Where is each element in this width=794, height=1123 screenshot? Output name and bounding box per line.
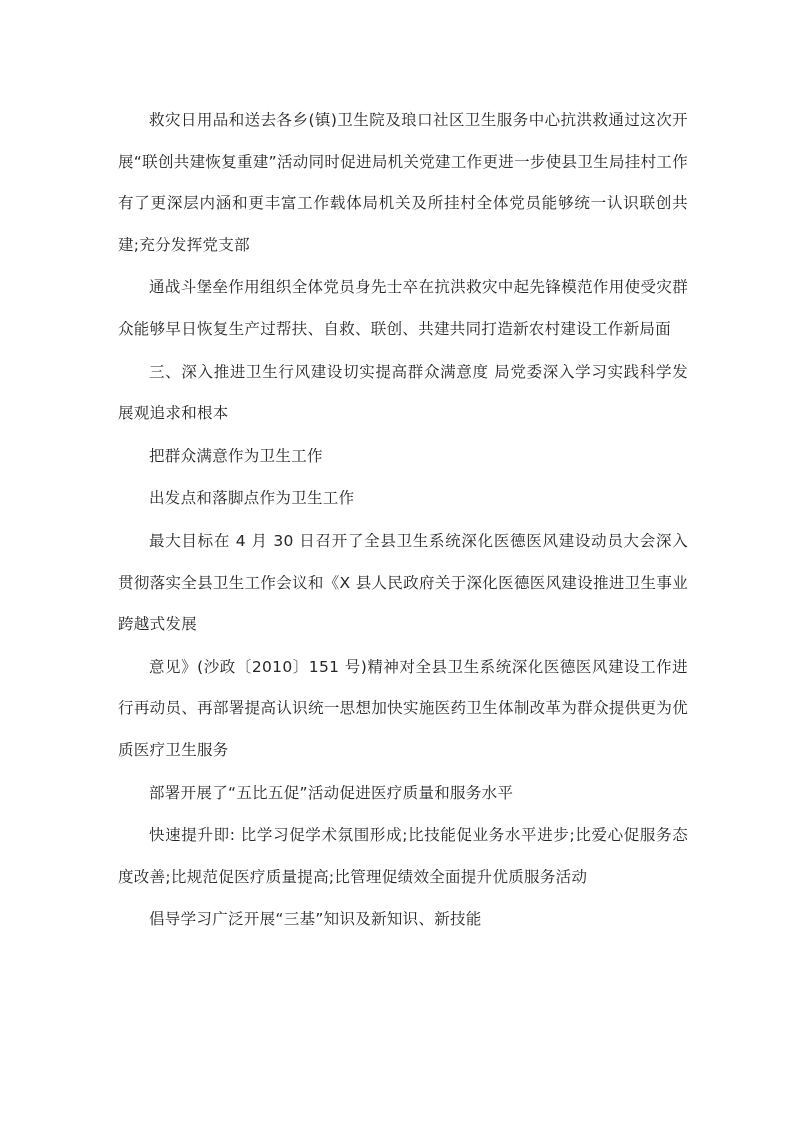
paragraph-3: 三、深入推进卫生行风建设切实提高群众满意度 局党委深入学习实践科学发展观追求和根本 bbox=[118, 362, 688, 423]
paragraph-9: 快速提升即: 比学习促学术氛围形成;比技能促业务水平进步;比爱心促服务态度改善;比规范促医疗质量提高;比管理促绩效全面提升优质服务活动 bbox=[118, 826, 688, 886]
document-body bbox=[118, 100, 688, 942]
paragraph-1: 救灾日用品和送去各乡(镇)卫生院及琅口社区卫生服务中心抗洪救通过这次开展“联创共建恢复重建”活动同时促进局机关党建工作更进一步使县卫生局挂村工作有了更深层内涵和更丰富工作载体局机关及所挂村全体党员能够统一认识联创共建;充分发挥党支部 bbox=[118, 111, 688, 254]
paragraph-7: 意见》(沙政〔2010〕151 号)精神对全县卫生系统深化医德医风建设工作进行再动员、再部署提高认识统一思想加快实施医药卫生体制改革为群众提供更为优质医疗卫生服务 bbox=[118, 657, 688, 759]
paragraph-6: 最大目标在 4 月 30 日召开了全县卫生系统深化医德医风建设动员大会深入贯彻落实全县卫生工作会议和《X 县人民政府关于深化医德医风建设推进卫生事业跨越式发展 bbox=[118, 531, 688, 634]
paragraph-10: 倡导学习广泛开展“三基”知识及新知识、新技能 bbox=[149, 910, 482, 929]
paragraph-4: 把群众满意作为卫生工作 bbox=[149, 446, 323, 465]
paragraph-8: 部署开展了“五比五促”活动促进医疗质量和服务水平 bbox=[149, 783, 514, 802]
paragraph-2: 通战斗堡垒作用组织全体党员身先士卒在抗洪救灾中起先锋模范作用使受灾群众能够早日恢复生产过帮扶、自救、联创、共建共同打造新农村建设工作新局面 bbox=[118, 278, 688, 338]
paragraph-5: 出发点和落脚点作为卫生工作 bbox=[149, 489, 355, 508]
